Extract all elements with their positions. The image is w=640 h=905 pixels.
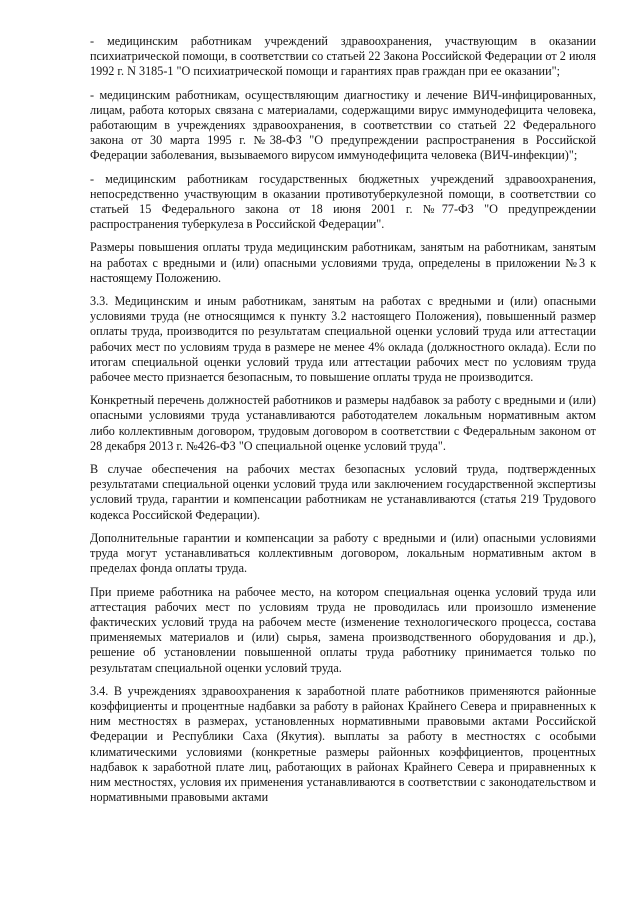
paragraph-section-3-4: 3.4. В учреждениях здравоохранения к заработной плате работников применяются районные коэффициенты и процентные надбавки за работу в районах Крайнего Севера и приравненных к ним местностях в размерах, установленных нормативными правовыми актами Российской Федерации и Республики Саха (Якутия). выплаты за работу в местностях с особыми климатическими условиями (конкретные размеры районных коэффициентов, процентных надбавок к заработной плате лиц, работающих в районах Крайнего Севера и приравненных к ним местностях, условия их применения устанавливаются в соответствии с законодательством и нормативными правовыми актами <box>90 683 596 805</box>
list-item-tuberculosis-care: - медицинским работникам государственных бюджетных учреждений здравоохранения, непосредственно участвующим в оказании противотуберкулезной помощи, в соответствии со статьей 15 Федерального закона от 18 июня 2001 г. №77-ФЗ "О предупреждении распространения туберкулеза в Российской Федерации". <box>90 171 596 232</box>
paragraph-additional-guarantees: Дополнительные гарантии и компенсации за работу с вредными и (или) опасными условиями труда могут устанавливаться коллективным договором, локальным нормативным актом в пределах фонда оплаты труда. <box>90 530 596 576</box>
paragraph-appendix-reference: Размеры повышения оплаты труда медицинским работникам, занятым на работникам, занятым на работах с вредными и (или) опасными условиями труда, определены в приложении №3 к настоящему Положению. <box>90 240 596 285</box>
list-item-psychiatric-care: - медицинским работникам учреждений здравоохранения, участвующим в оказании психиатрической помощи, в соответствии со статьей 22 Закона Российской Федерации от 2 июля 1992 г. N 3185-1 "О психиатрической помощи и гарантиях прав граждан при ее оказании"; <box>90 34 596 79</box>
document-page <box>90 34 596 813</box>
paragraph-hiring: При приеме работника на рабочее место, на котором специальная оценка условий труда или аттестация рабочих мест по условиям труда не проводилась или произошло изменение фактических условий труда на рабочем месте (изменение технологического процесса, состава применяемых материалов и (или) сырья, замена производственного оборудования и др.), решение об установлении повышенной оплаты труда работнику принимается только по результатам специальной оценки условий труда. <box>90 584 596 675</box>
list-item-hiv-care: - медицинским работникам, осуществляющим диагностику и лечение ВИЧ-инфицированных, лицам, работа которых связана с материалами, содержащими вирус иммунодефицита человека, работающим в учреждениях здравоохранения, в соответствии со статьей 22 Федерального закона от 30 марта 1995 г. №38-ФЗ "О предупреждении распространения в Российской Федерации заболевания, вызываемого вирусом иммунодефицита человека (ВИЧ-инфекции)"; <box>90 87 596 163</box>
paragraph-section-3-3: 3.3. Медицинским и иным работникам, занятым на работах с вредными и (или) опасными условиями труда (не относящимся к пункту 3.2 настоящего Положения), повышенный размер оплаты труда, производится по результатам специальной оценки условий труда или аттестации рабочих мест по условиям труда в размере не менее 4% оклада (должностного оклада). Если по итогам специальной оценки условий труда или аттестации рабочих мест по условиям труда рабочее место признается безопасным, то повышение оплаты труда не производится. <box>90 294 596 385</box>
paragraph-safe-conditions: В случае обеспечения на рабочих местах безопасных условий труда, подтвержденных результатами специальной оценки условий труда или заключением государственной экспертизы условий труда, гарантии и компенсации работникам не устанавливаются (статья 219 Трудового кодекса Российской Федерации). <box>90 462 596 522</box>
paragraph-positions-list: Конкретный перечень должностей работников и размеры надбавок за работу с вредными и (или) опасными условиями труда устанавливаются работодателем локальным нормативным актом либо коллективным договором, трудовым договором в соответствии с Федеральным законом от 28 декабря 2013 г. №426-ФЗ "О специальной оценке условий труда". <box>90 393 596 453</box>
